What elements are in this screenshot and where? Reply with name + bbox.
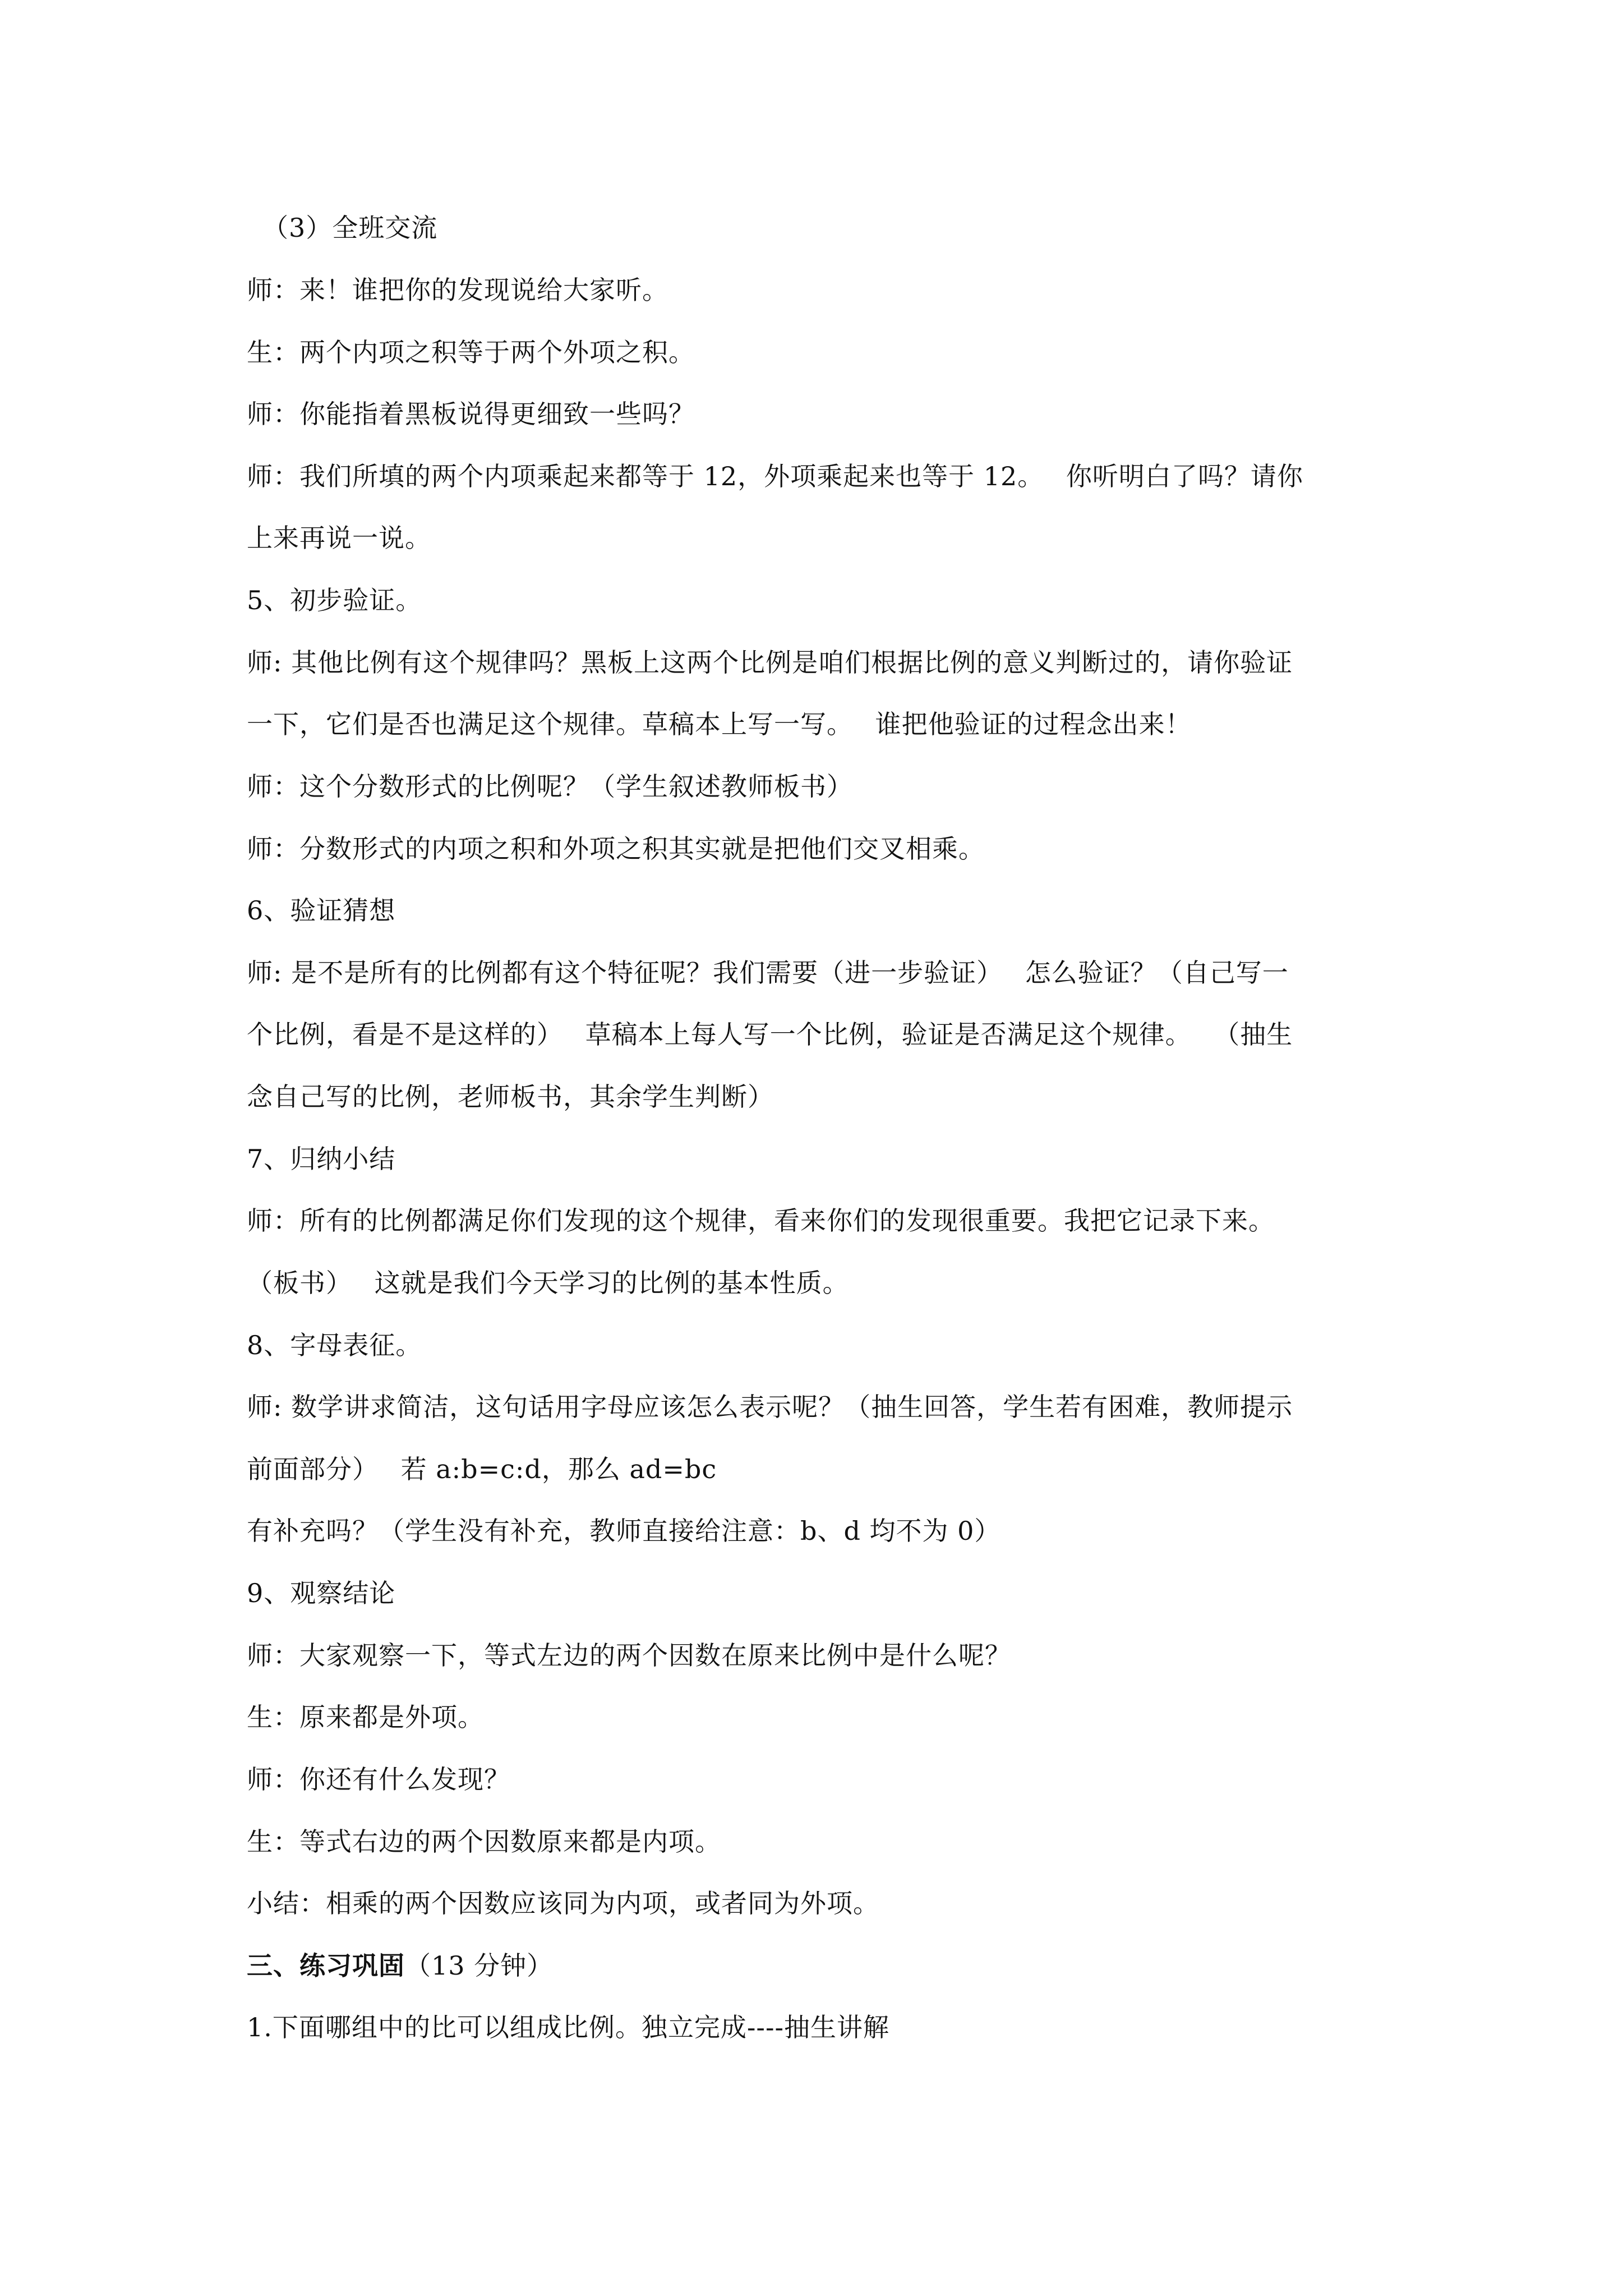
step-heading: 5、初步验证。 [247,585,422,615]
paragraph-line: 上来再说一说。 [247,523,431,553]
paragraph-line: 生：两个内项之积等于两个外项之积。 [247,337,695,367]
step-heading: 6、验证猜想 [247,895,396,926]
paragraph-line: 小结：相乘的两个因数应该同为内项，或者同为外项。 [247,1888,879,1918]
paragraph-line: 师: 数学讲求简洁，这句话用字母应该怎么表示呢？（抽生回答，学生若有困难，教师提示 [247,1392,1293,1422]
paragraph-line: 个比例，看是不是这样的） 草稿本上每人写一个比例，验证是否满足这个规律。 （抽生 [247,1019,1293,1050]
paragraph-line: 念自己写的比例，老师板书，其余学生判断） [247,1082,774,1112]
paragraph-line: 师：分数形式的内项之积和外项之积其实就是把他们交叉相乘。 [247,834,985,864]
paragraph-line: （板书） 这就是我们今天学习的比例的基本性质。 [247,1268,849,1298]
paragraph-line: 前面部分） 若 a:b=c:d，那么 ad=bc [247,1454,717,1484]
paragraph-line: 一下，它们是否也满足这个规律。草稿本上写一写。 谁把他验证的过程念出来！ [247,709,1192,739]
step-heading: 7、归纳小结 [247,1144,396,1174]
paragraph-line: 师：你还有什么发现？ [247,1764,510,1795]
section-heading-duration: （13 分钟） [405,1950,554,1981]
paragraph-line: 师：所有的比例都满足你们发现的这个规律，看来你们的发现很重要。我把它记录下来。 [247,1205,1275,1236]
section-heading-bold-text: 三、练习巩固 [247,1950,405,1981]
paragraph-line: 师: 是不是所有的比例都有这个特征呢？我们需要（进一步验证） 怎么验证？（自己写一 [247,958,1289,988]
paragraph-line: 师: 其他比例有这个规律吗？黑板上这两个比例是咱们根据比例的意义判断过的，请你验证 [247,647,1293,678]
paragraph-line: 生：等式右边的两个因数原来都是内项。 [247,1826,721,1857]
paragraph-line: 师：你能指着黑板说得更细致一些吗？ [247,399,695,429]
subsection-heading-class-discussion: （3）全班交流 [262,213,438,243]
exercise-item: 1.下面哪组中的比可以组成比例。独立完成----抽生讲解 [247,2012,890,2042]
paragraph-line: 师：大家观察一下，等式左边的两个因数在原来比例中是什么呢？ [247,1640,1011,1671]
paragraph-line: 师：来！谁把你的发现说给大家听。 [247,275,668,305]
step-heading: 9、观察结论 [247,1578,396,1608]
section-heading-practice [247,1949,553,1982]
paragraph-line: 生：原来都是外项。 [247,1702,484,1732]
step-heading: 8、字母表征。 [247,1330,422,1360]
paragraph-line: 师：我们所填的两个内项乘起来都等于 12，外项乘起来也等于 12。 你听明白了吗？请你 [247,461,1303,491]
paragraph-line: 有补充吗？（学生没有补充，教师直接给注意：b、d 均不为 0） [247,1516,1001,1546]
paragraph-line: 师：这个分数形式的比例呢？（学生叙述教师板书） [247,771,853,802]
